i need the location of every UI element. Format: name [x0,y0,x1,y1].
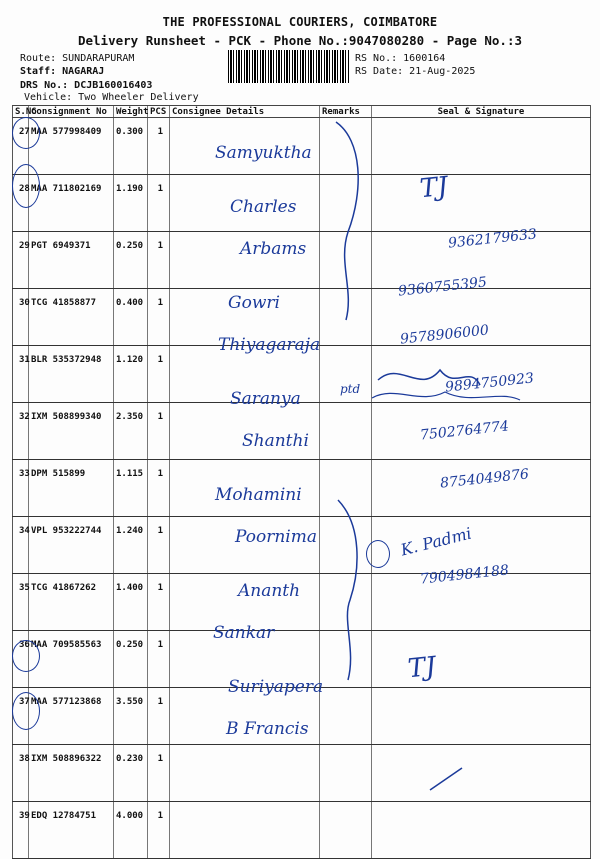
column-header: Weight [114,106,148,118]
consignment-number: VPL 953222744 [29,517,114,574]
scribble-stroke [378,370,480,385]
serial-number: 37 [13,688,29,745]
consignee-handwriting: Samyuktha [215,143,312,163]
column-header: Consignee Details [170,106,320,118]
remarks-cell [320,802,372,859]
column-header: Consignment No [29,106,114,118]
seal-signature-handwriting: 9360755395 [397,274,488,300]
consignee-handwriting: Sankar [213,623,275,643]
consignment-number: TCG 41867262 [29,574,114,631]
pieces-count: 1 [148,403,170,460]
seal-signature-handwriting: 9362179633 [447,226,538,252]
seal-signature-handwriting: 7502764774 [419,418,510,444]
serial-number: 33 [13,460,29,517]
drs-number: DRS No.: DCJB160016403 [20,80,153,91]
remarks-handwriting: ptd [340,382,361,396]
pen-mark-stroke [430,768,462,790]
serial-number: 29 [13,232,29,289]
weight-value: 0.250 [114,631,148,688]
rs-date: RS Date: 21-Aug-2025 [355,66,476,77]
consignee-handwriting: Thiyagaraja [218,335,321,355]
seal-signature-handwriting: 9894750923 [444,370,535,396]
pieces-count: 1 [148,574,170,631]
seal-signature-handwriting: 7904984188 [419,562,510,588]
weight-value: 0.250 [114,232,148,289]
bracket-stroke [336,122,358,320]
column-header: PCS [148,106,170,118]
bracket-stroke [338,500,357,680]
rs-number: RS No.: 1600164 [355,53,446,64]
serial-number: 38 [13,745,29,802]
consignment-number: IXM 508896322 [29,745,114,802]
consignee-details-cell [170,802,320,859]
table-row [13,802,591,859]
pieces-count: 1 [148,745,170,802]
consignee-handwriting: Mohamini [215,485,302,505]
consignee-handwriting: Suriyapera [228,677,324,697]
seal-signature-handwriting: 8754049876 [439,466,530,492]
runsheet-subtitle: Delivery Runsheet - PCK - Phone No.:9047080280 - Page No.:3 [77,33,522,48]
pieces-count: 1 [148,289,170,346]
pieces-count: 1 [148,346,170,403]
consignee-handwriting: Saranya [230,389,301,409]
consignee-handwriting: Ananth [238,581,301,601]
weight-value: 0.230 [114,745,148,802]
consignee-handwriting: Gowri [228,293,280,313]
consignee-handwriting: Charles [230,197,297,217]
seal-signature-handwriting: TJ [418,171,450,205]
consignment-number: MAA 709585563 [29,631,114,688]
consignment-number: MAA 711802169 [29,175,114,232]
serial-number: 35 [13,574,29,631]
weight-value: 2.350 [114,403,148,460]
seal-signature-handwriting: 9578906000 [399,322,490,348]
consignee-handwriting: Poornima [235,527,317,547]
consignee-handwriting: Shanthi [242,431,309,451]
consignment-number: MAA 577123868 [29,688,114,745]
consignment-number: IXM 508899340 [29,403,114,460]
serial-number: 32 [13,403,29,460]
weight-value: 3.550 [114,688,148,745]
weight-value: 0.300 [114,118,148,175]
consignee-handwriting: Arbams [240,239,307,259]
seal-signature-handwriting: TJ [406,651,438,685]
pieces-count: 1 [148,460,170,517]
serial-number: 34 [13,517,29,574]
serial-number: 28 [13,175,29,232]
weight-value: 1.115 [114,460,148,517]
pieces-count: 1 [148,232,170,289]
pieces-count: 1 [148,175,170,232]
serial-number: 30 [13,289,29,346]
pieces-count: 1 [148,802,170,859]
consignment-number: TCG 41858877 [29,289,114,346]
consignment-number: BLR 535372948 [29,346,114,403]
column-header: Remarks [320,106,372,118]
weight-value: 1.120 [114,346,148,403]
pieces-count: 1 [148,517,170,574]
consignment-number: EDQ 12784751 [29,802,114,859]
pieces-count: 1 [148,118,170,175]
weight-value: 4.000 [114,802,148,859]
consignee-handwriting: B Francis [226,719,309,739]
serial-number: 31 [13,346,29,403]
weight-value: 1.190 [114,175,148,232]
weight-value: 1.240 [114,517,148,574]
consignment-number: DPM 515899 [29,460,114,517]
weight-value: 1.400 [114,574,148,631]
seal-name-handwriting: K. Padmi [398,523,474,560]
staff-label: Staff: NAGARAJ [20,66,105,77]
seal-signature-cell [372,802,591,859]
pieces-count: 1 [148,688,170,745]
serial-number: 27 [13,118,29,175]
scribble-stroke [372,392,520,400]
weight-value: 0.400 [114,289,148,346]
consignment-number: MAA 577998409 [29,118,114,175]
consignment-number: PGT 6949371 [29,232,114,289]
company-title: THE PROFESSIONAL COURIERS, COIMBATORE [162,15,438,29]
column-header: S.No [13,106,29,118]
column-header: Seal & Signature [372,106,591,118]
pieces-count: 1 [148,631,170,688]
route-label: Route: SUNDARAPURAM [20,53,135,64]
serial-number: 39 [13,802,29,859]
serial-number: 36 [13,631,29,688]
vehicle-label: Vehicle: Two Wheeler Delivery [24,92,199,103]
